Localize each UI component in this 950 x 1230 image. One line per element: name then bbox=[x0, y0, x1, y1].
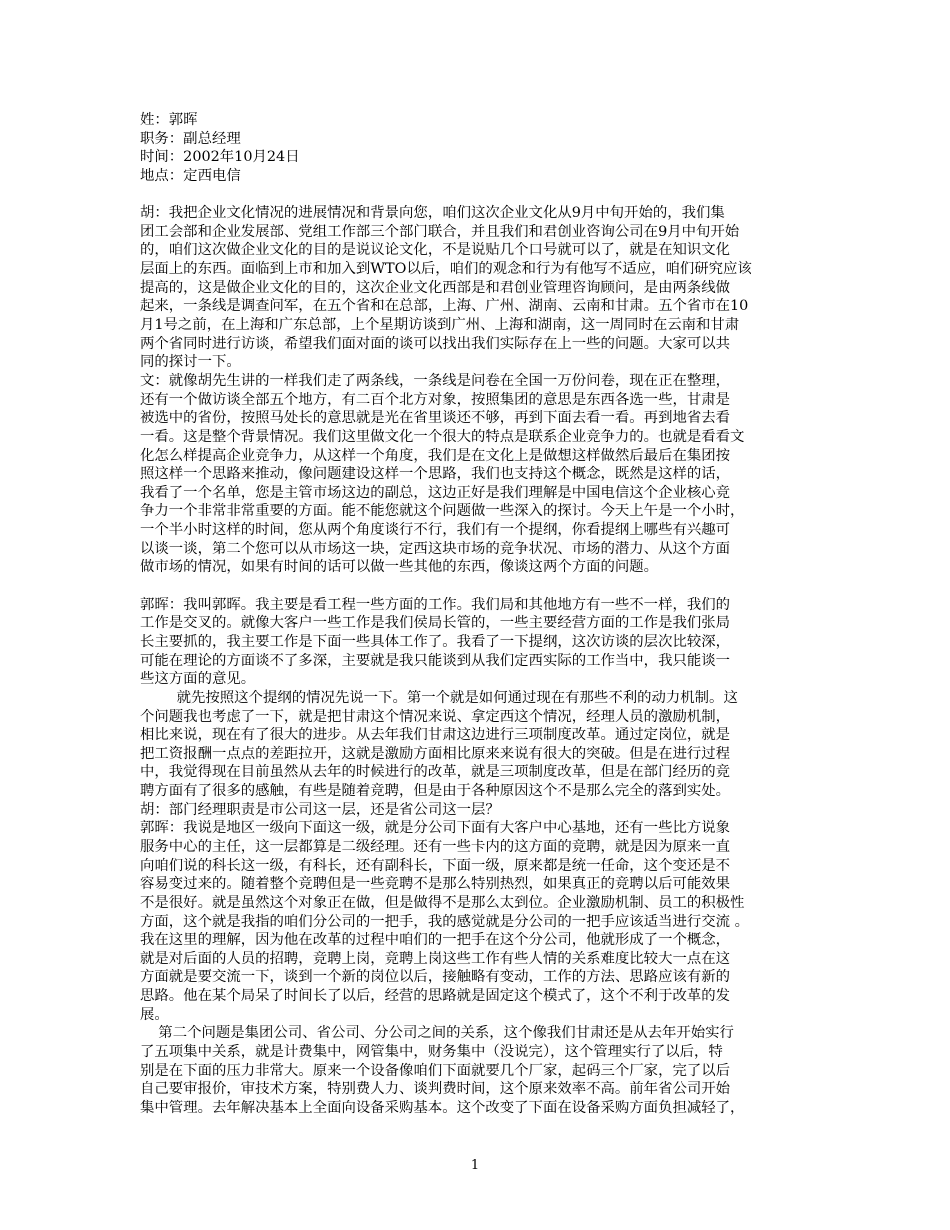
header-time: 时间：2002年10月24日 bbox=[140, 149, 300, 166]
spacer bbox=[140, 186, 820, 205]
paragraph-line: 郭晖：我说是地区一级向下面这一级，就是分公司下面有大客户中心基地，还有一些比方说象 bbox=[140, 820, 731, 837]
document-body bbox=[140, 111, 820, 1118]
paragraph-line: 郭晖：我叫郭晖。我主要是看工程一些方面的工作。我们局和其他地方有一些不一样，我们的 bbox=[140, 596, 731, 613]
paragraph-line: 胡：我把企业文化情况的进展情况和背景向您，咱们这次企业文化从9月中旬开始的，我们集 bbox=[140, 205, 725, 222]
header-name: 姓：郭晖 bbox=[140, 112, 198, 128]
paragraph-line: 些这方面的意见。 bbox=[140, 671, 256, 688]
paragraph-line: 团工会部和企业发展部、党组工作部三个部门联合，并且我们和君创业咨询公司在9月中旬开始 bbox=[140, 223, 740, 240]
paragraph bbox=[140, 204, 820, 372]
header-location: 地点：定西电信 bbox=[140, 167, 241, 184]
paragraph-line: 把工资报酬一点点的差距拉开，这就是激励方面相比原来来说有很大的突破。但是在进行过程 bbox=[140, 745, 731, 762]
paragraph-line: 起来，一条线是调查问军，在五个省和在总部，上海、广州、湖南、云南和甘肃。五个省市在10 bbox=[140, 298, 749, 315]
paragraph-line: 集中管理。去年解决基本上全面向设备采购基本。这个改变了下面在设备采购方面负担减轻了， bbox=[140, 1099, 745, 1116]
paragraph-line: 一看。这是整个背景情况。我们这里做文化一个很大的特点是联系企业竞争力的。也就是看看文 bbox=[140, 428, 745, 445]
paragraph-line: 的，咱们这次做企业文化的目的是说议论文化，不是说贴几个口号就可以了，就是在知识文化 bbox=[140, 242, 731, 259]
paragraph-line: 相比来说，现在有了很大的进步。从去年我们甘肃这边进行三项制度改革。通过定岗位，就是 bbox=[140, 727, 731, 744]
paragraph bbox=[140, 372, 820, 577]
paragraph-line: 一个半小时这样的时间，您从两个角度谈行不行，我们有一个提纲，你看提纲上哪些有兴趣可 bbox=[140, 522, 731, 539]
paragraph-line: 个问题我也考虑了一下，就是把甘肃这个情况来说、拿定西这个情况，经理人员的激励机制， bbox=[140, 708, 731, 725]
paragraph bbox=[140, 801, 820, 820]
paragraph-line: 中，我觉得现在目前虽然从去年的时候进行的改革，就是三项制度改革，但是在部门经历的竞 bbox=[140, 764, 731, 781]
transcript bbox=[140, 204, 820, 1117]
paragraph-line: 不是很好。就是虽然这个对象正在做，但是做得不是那么太到位。企业激励机制、员工的积极性 bbox=[140, 894, 745, 911]
paragraph bbox=[140, 596, 820, 689]
paragraph-line: 我在这里的理解，因为他在改革的过程中咱们的一把手在这个分公司，他就形成了一个概念， bbox=[140, 932, 731, 949]
spacer bbox=[140, 577, 820, 596]
paragraph-line: 照这样一个思路来推动，像问题建设这样一个思路，我们也支持这个概念，既然是这样的话， bbox=[140, 466, 731, 483]
paragraph-line: 方面，这个就是我指的咱们分公司的一把手，我的感觉就是分公司的一把手应该适当进行交流 。 bbox=[140, 913, 749, 930]
paragraph-line: 争力一个非常非常重要的方面。能不能您就这个问题做一些深入的探讨。今天上午是一个小时， bbox=[140, 503, 745, 520]
paragraph-line: 展。 bbox=[140, 1006, 169, 1023]
paragraph bbox=[140, 819, 820, 1024]
paragraph-line: 胡：部门经理职责是市公司这一层，还是省公司这一层？ bbox=[140, 801, 500, 818]
paragraph-line: 第二个问题是集团公司、省公司、分公司之间的关系，这个像我们甘肃还是从去年开始实行 bbox=[140, 1025, 734, 1042]
paragraph-line: 服务中心的主任，这一层都算是二级经理。还有一些卡内的这方面的竞聘，就是因为原来一直 bbox=[140, 838, 731, 855]
paragraph-line: 化怎么样提高企业竞争力，从这样一个角度，我们是在文化上是做想这样做然后最后在集团按 bbox=[140, 447, 731, 464]
paragraph-line: 同的探讨一下。 bbox=[140, 354, 241, 371]
paragraph-line: 思路。他在某个局呆了时间长了以后，经营的思路就是固定这个模式了，这个不利于改革的发 bbox=[140, 988, 731, 1005]
paragraph-line: 层面上的东西。面临到上市和加入到WTO以后，咱们的观念和行为有他写不适应，咱们研究应该 bbox=[140, 261, 752, 278]
paragraph-line: 长主要抓的，我主要工作是下面一些具体工作了。我看了一下提纲，这次访谈的层次比较深， bbox=[140, 633, 731, 650]
paragraph-line: 我看了一个名单，您是主管市场这边的副总，这边正好是我们理解是中国电信这个企业核心竞 bbox=[140, 484, 731, 501]
paragraph-line: 容易变过来的。随着整个竞聘但是一些竞聘不是那么特别热烈，如果真正的竞聘以后可能效果 bbox=[140, 876, 731, 893]
paragraph bbox=[140, 1024, 820, 1117]
paragraph-line: 被选中的省份，按照马处长的意思就是光在省里谈还不够，再到下面去看一看。再到地省去看 bbox=[140, 410, 731, 427]
paragraph-line: 文：就像胡先生讲的一样我们走了两条线，一条线是问卷在全国一万份问卷，现在正在整理， bbox=[140, 372, 731, 389]
paragraph-line: 了五项集中关系，就是计费集中，网管集中，财务集中（没说完），这个管理实行了以后，特 bbox=[140, 1044, 723, 1061]
paragraph-line: 聘方面有了很多的感触，有些是随着竞聘，但是由于各种原因这个不是那么完全的落到实处。 bbox=[140, 783, 731, 800]
header-position: 职务：副总经理 bbox=[140, 130, 241, 147]
paragraph-line: 自己要审报价，审技术方案，特别费人力、谈判费时间，这个原来效率不高。前年省公司开始 bbox=[140, 1081, 731, 1098]
paragraph-line: 做市场的情况，如果有时间的话可以做一些其他的东西，像谈这两个方面的问题。 bbox=[140, 559, 659, 576]
paragraph-line: 方面就是要交流一下，谈到一个新的岗位以后，接触略有变动，工作的方法、思路应该有新的 bbox=[140, 969, 731, 986]
paragraph bbox=[140, 689, 820, 801]
paragraph-line: 别是在下面的压力非常大。原来一个设备像咱们下面就要几个厂家，起码三个厂家，完了以后 bbox=[140, 1062, 731, 1079]
paragraph-line: 向咱们说的科长这一级，有科长，还有副科长，下面一级，原来都是统一任命，这个变还是不 bbox=[140, 857, 731, 874]
paragraph-line: 月1号之前，在上海和广东总部，上个星期访谈到广州、上海和湖南，这一周同时在云南和甘肃 bbox=[140, 317, 740, 334]
paragraph-line: 可能在理论的方面谈不了多深，主要就是我只能谈到从我们定西实际的工作当中，我只能谈一 bbox=[140, 652, 731, 669]
paragraph-line: 工作是交叉的。就像大客户一些工作是我们侯局长管的，一些主要经营方面的工作是我们张局 bbox=[140, 615, 731, 632]
paragraph-line: 还有一个做访谈全部五个地方，有二百个北方对象，按照集团的意思是东西各选一些，甘肃是 bbox=[140, 391, 731, 408]
paragraph-line: 就是对后面的人员的招聘，竞聘上岗，竞聘上岗这些工作有些人情的关系难度比较大一点在这 bbox=[140, 950, 731, 967]
paragraph-line: 两个省同时进行访谈，希望我们面对面的谈可以找出我们实际存在上一些的问题。大家可以共 bbox=[140, 335, 731, 352]
paragraph-line: 提高的，这是做企业文化的目的，这次企业文化西部是和君创业管理咨询顾问，是由两条线做 bbox=[140, 279, 731, 296]
header-block bbox=[140, 111, 820, 186]
page-number: 1 bbox=[470, 1158, 480, 1173]
paragraph-line: 以谈一谈，第二个您可以从市场这一块，定西这块市场的竞争状况、市场的潜力、从这个方面 bbox=[140, 540, 731, 557]
paragraph-line: 就先按照这个提纲的情况先说一下。第一个就是如何通过现在有那些不利的动力机制。这 bbox=[140, 689, 738, 706]
